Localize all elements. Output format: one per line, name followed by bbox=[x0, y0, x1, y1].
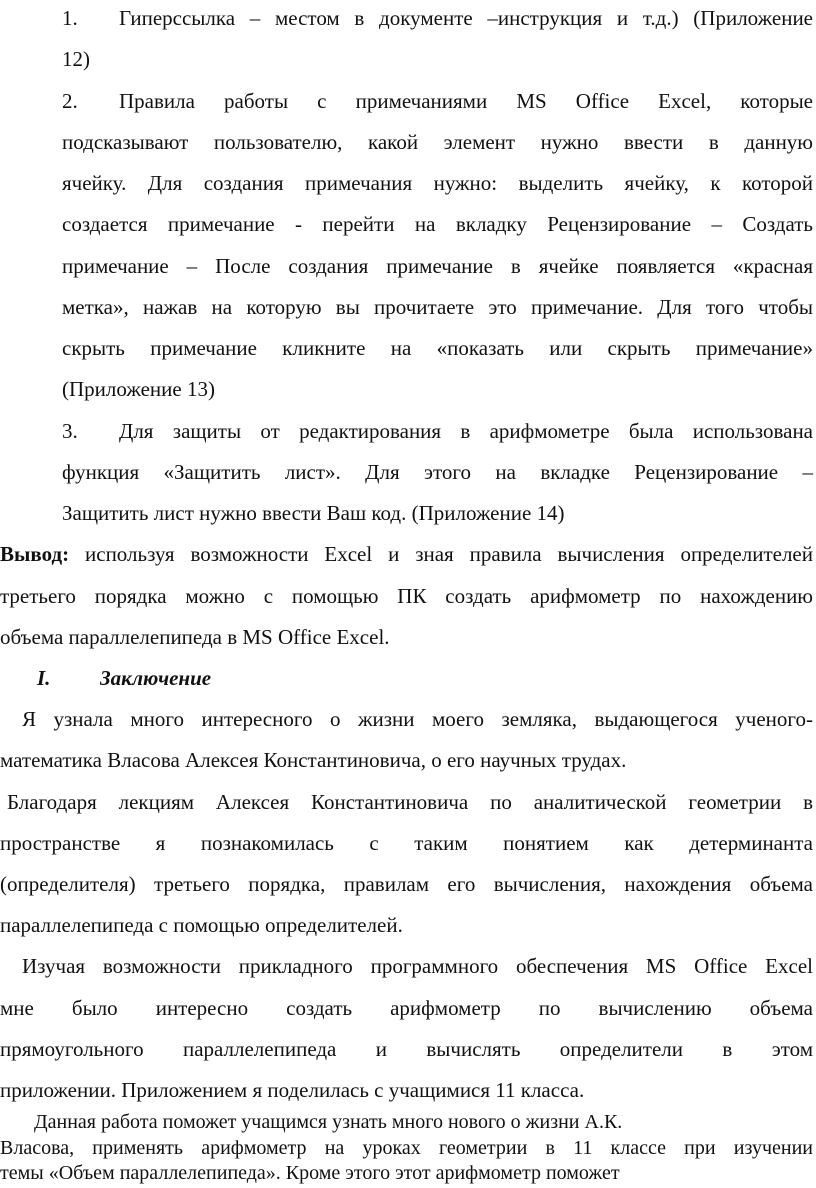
list-item-line: создается примечание - перейти на вкладку Рецензирование – Создать bbox=[62, 212, 813, 236]
paragraph-line: математика Власова Алексея Константиновича, о его научных трудах. bbox=[0, 748, 627, 772]
list-item-number: 1. bbox=[62, 6, 78, 30]
list-item-line: Гиперссылка – местом в документе –инструкция и т.д.) (Приложение bbox=[119, 6, 813, 30]
list-item-line: подсказывают пользователю, какой элемент нужно ввести в данную bbox=[62, 130, 813, 154]
conclusion-line: объема параллелепипеда в MS Office Excel. bbox=[0, 625, 390, 649]
paragraph-line: прямоугольного параллелепипеда и вычислять определители в этом bbox=[0, 1037, 813, 1061]
list-item-number: 2. bbox=[62, 89, 78, 113]
conclusion-line: используя возможности Excel и зная правила вычисления определителей bbox=[69, 542, 813, 566]
list-item-line: метка», нажав на которую вы прочитаете это примечание. Для того чтобы bbox=[62, 295, 813, 319]
list-item-line: Для защиты от редактирования в арифмометре была использована bbox=[119, 419, 813, 443]
list-item-line: Правила работы с примечаниями MS Office Excel, которые bbox=[119, 89, 813, 113]
list-item-line: скрыть примечание кликните на «показать или скрыть примечание» bbox=[62, 336, 813, 360]
paragraph-line: Данная работа поможет учащимся узнать много нового о жизни А.К. bbox=[34, 1111, 623, 1133]
section-number: I. bbox=[37, 666, 51, 690]
paragraph-line: параллелепипеда с помощью определителей. bbox=[0, 913, 403, 937]
paragraph-line: (определителя) третьего порядка, правилам его вычисления, нахождения объема bbox=[0, 872, 813, 896]
list-item-line: функция «Защитить лист». Для этого на вкладке Рецензирование – bbox=[62, 460, 813, 484]
conclusion-line: третьего порядка можно с помощью ПК создать арифмометр по нахождению bbox=[0, 584, 813, 608]
paragraph-line: пространстве я познакомилась с таким понятием как детерминанта bbox=[0, 831, 813, 855]
list-item-line: 12) bbox=[62, 47, 90, 71]
paragraph-line: мне было интересно создать арифмометр по вычислению объема bbox=[0, 996, 813, 1020]
list-item-line: Защитить лист нужно ввести Ваш код. (Приложение 14) bbox=[62, 501, 565, 525]
paragraph-line: Благодаря лекциям Алексея Константиновича по аналитической геометрии в bbox=[7, 790, 813, 814]
conclusion-first-line bbox=[0, 541, 813, 567]
paragraph-line: темы «Объем параллелепипеда». Кроме этого этот арифмометр поможет bbox=[0, 1162, 620, 1184]
list-item-line: (Приложение 13) bbox=[62, 377, 215, 401]
paragraph-line: приложении. Приложением я поделилась с учащимися 11 класса. bbox=[0, 1078, 585, 1102]
paragraph-line: Я узнала много интересного о жизни моего земляка, выдающегося ученого- bbox=[22, 707, 813, 731]
list-item-line: ячейку. Для создания примечания нужно: выделить ячейку, к которой bbox=[62, 171, 813, 195]
paragraph-line: Власова, применять арифмометр на уроках геометрии в 11 классе при изучении bbox=[0, 1137, 813, 1159]
conclusion-label: Вывод: bbox=[0, 542, 70, 566]
list-item-number: 3. bbox=[62, 419, 78, 443]
list-item-line: примечание – После создания примечание в ячейке появляется «красная bbox=[62, 254, 813, 278]
paragraph-line: Изучая возможности прикладного программного обеспечения MS Office Excel bbox=[22, 954, 813, 978]
section-title: Заключение bbox=[100, 666, 212, 690]
